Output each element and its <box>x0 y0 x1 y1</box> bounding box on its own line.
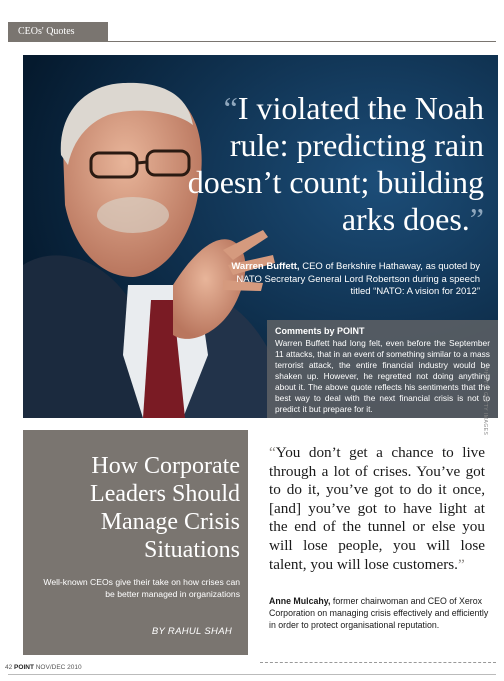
comments-title: Comments by POINT <box>275 326 365 336</box>
hero-quote-text: I violated the Noah rule: predicting rain doesn’t count; building arks does. <box>187 90 484 237</box>
feature-title-box <box>23 430 248 655</box>
hero-photo-panel <box>23 55 498 418</box>
page-footer <box>5 664 82 671</box>
photo-credit: PHOTO: GETTY IMAGES <box>482 368 488 436</box>
pull-quote-attribution <box>269 595 489 631</box>
feature-subtitle: Well-known CEOs give their take on how crises can be better managed in organizations <box>43 577 240 599</box>
hero-attribution <box>215 261 480 299</box>
top-rule <box>8 41 496 42</box>
section-label: CEOs' Quotes <box>18 26 75 37</box>
open-quote-mark: “ <box>223 90 238 126</box>
section-tab <box>8 22 108 42</box>
issue-date: NOV/DEC 2010 <box>35 664 82 671</box>
open-quote-mark: “ <box>269 444 276 461</box>
close-quote-mark: ” <box>469 201 484 237</box>
comments-box <box>267 320 498 418</box>
pull-quote-text: You don’t get a chance to live through a lot of crises. You’ve got to do it, you’ve got to do it once, [and] you’ve got to have light at the end of the tunnel or else you will lose people, you will lose talent, you will lose customers. <box>269 444 485 573</box>
hero-quote <box>184 90 484 238</box>
page-number: 42 <box>5 664 13 671</box>
footer-rule <box>8 674 496 675</box>
pull-quote-attribution-text: former chairwoman and CEO of Xerox Corporation on managing crisis effectively and efficiently in order to protect organisational reputation. <box>269 596 489 630</box>
hero-attribution-name: Warren Buffett, <box>231 261 300 272</box>
byline: BY RAHUL SHAH <box>151 626 232 637</box>
comments-body: Warren Buffett had long felt, even before the September 11 attacks, that in an event of something similar to a mass terrorist attack, the entire financial industry would be shaken up. However, he regretted not doing anything about it. The above quote reflects his sentiments that the best way to deal with the next financial crisis is not to predict it but prepare for it. <box>275 338 490 414</box>
pull-quote-attribution-name: Anne Mulcahy, <box>269 596 331 606</box>
magazine-brand: POINT <box>14 664 34 671</box>
close-quote-mark: ” <box>457 555 465 573</box>
hero-attribution-text: CEO of Berkshire Hathaway, as quoted by NATO Secretary General Lord Robertson during a speech titled “NATO: A vision for 2012” <box>236 261 480 297</box>
pull-quote <box>269 444 485 574</box>
dashed-divider <box>260 662 496 663</box>
feature-title: How Corporate Leaders Should Manage Crisis Situations <box>90 453 240 563</box>
